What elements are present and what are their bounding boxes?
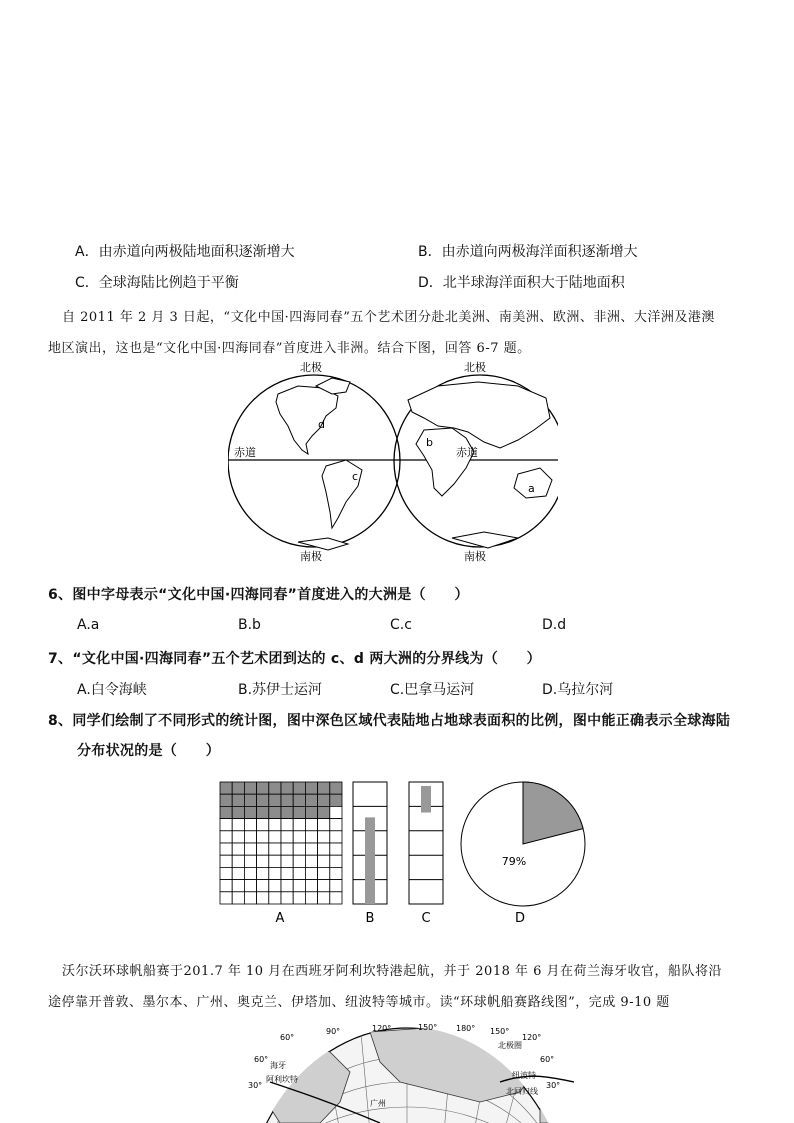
bar-land-fill <box>365 817 375 904</box>
grid-cell-ocean <box>318 892 330 904</box>
grid-cell-ocean <box>269 819 281 831</box>
grid-cell-ocean <box>269 867 281 879</box>
grid-cell-ocean <box>244 880 256 892</box>
grid-cell-ocean <box>293 819 305 831</box>
grid-cell-land <box>244 806 256 818</box>
grid-cell-ocean <box>244 867 256 879</box>
grid-cell-land <box>269 782 281 794</box>
lon-label-7: 120° <box>522 1033 542 1042</box>
grid-cell-land <box>220 806 232 818</box>
place-arctic-circle: 北极圈 <box>498 1041 522 1050</box>
equator-label-right: 赤道 <box>456 446 478 459</box>
grid-cell-ocean <box>269 831 281 843</box>
lon-label-4: 150° <box>418 1023 438 1032</box>
grid-cell-land <box>269 806 281 818</box>
grid-cell-ocean <box>293 843 305 855</box>
grid-cell-ocean <box>318 880 330 892</box>
place-newport: 纽波特 <box>512 1071 536 1080</box>
grid-cell-land <box>330 794 342 806</box>
lon-label-1: 60° <box>280 1033 295 1042</box>
grid-cell-land <box>244 794 256 806</box>
q7-stem: 7、“文化中国·四海同春”五个艺术团到达的 c、d 两大洲的分界线为（ ） <box>48 651 541 667</box>
grid-cell-ocean <box>305 831 317 843</box>
panel-c-bar <box>409 782 443 904</box>
q6-option-d: D.d <box>542 617 567 633</box>
grid-cell-ocean <box>330 806 342 818</box>
lat-label-2: 30° <box>248 1081 263 1090</box>
intro1-line2: 地区演出，这也是“文化中国·四海同春”首度进入非洲。结合下图，回答 6-7 题。 <box>48 341 531 356</box>
bar-land-fill <box>421 786 431 813</box>
grid-cell-ocean <box>232 819 244 831</box>
grid-cell-ocean <box>281 831 293 843</box>
grid-cell-land <box>293 782 305 794</box>
grid-cell-land <box>232 794 244 806</box>
grid-cell-ocean <box>330 843 342 855</box>
grid-cell-ocean <box>330 855 342 867</box>
grid-cell-land <box>293 794 305 806</box>
lon-label-6: 150° <box>490 1027 510 1036</box>
grid-cell-land <box>257 794 269 806</box>
place-guangzhou: 广州 <box>370 1099 386 1108</box>
q7-option-b: B.苏伊士运河 <box>238 682 323 698</box>
equator-label-left: 赤道 <box>234 446 256 459</box>
grid-cell-land <box>318 794 330 806</box>
q5-option-c: C．全球海陆比例趋于平衡 <box>75 275 239 291</box>
grid-cell-land <box>232 806 244 818</box>
grid-cell-ocean <box>232 892 244 904</box>
grid-cell-ocean <box>281 880 293 892</box>
grid-cell-land <box>305 794 317 806</box>
grid-cell-ocean <box>293 880 305 892</box>
grid-cell-ocean <box>220 843 232 855</box>
grid-cell-ocean <box>318 867 330 879</box>
grid-cell-ocean <box>244 855 256 867</box>
lon-label-2: 90° <box>326 1027 341 1036</box>
letter-b: b <box>426 436 433 449</box>
place-hague: 海牙 <box>270 1061 286 1070</box>
north-pole-label-left: 北极 <box>300 361 322 374</box>
grid-cell-ocean <box>220 831 232 843</box>
grid-cell-ocean <box>269 892 281 904</box>
lat-label-4: 30° <box>546 1081 561 1090</box>
grid-cell-ocean <box>232 880 244 892</box>
hemisphere-map <box>228 356 558 566</box>
grid-cell-land <box>318 782 330 794</box>
grid-cell-land <box>269 794 281 806</box>
grid-cell-ocean <box>257 880 269 892</box>
grid-cell-ocean <box>330 892 342 904</box>
grid-cell-land <box>220 794 232 806</box>
grid-cell-land <box>305 806 317 818</box>
grid-cell-ocean <box>257 892 269 904</box>
panel-b-label: B <box>365 911 375 926</box>
place-alicante: 阿利坎特 <box>266 1075 298 1084</box>
grid-cell-ocean <box>232 867 244 879</box>
q6-option-a: A.a <box>77 617 100 633</box>
sailing-route-map <box>240 1022 574 1123</box>
q7-option-d: D.乌拉尔河 <box>542 682 614 698</box>
panel-d-pie <box>461 782 585 906</box>
place-tropic-of-cancer: 北回归线 <box>506 1087 538 1096</box>
grid-cell-land <box>330 782 342 794</box>
grid-cell-ocean <box>293 831 305 843</box>
grid-cell-ocean <box>281 855 293 867</box>
q5-option-d: D．北半球海洋面积大于陆地面积 <box>418 275 625 291</box>
grid-cell-ocean <box>220 819 232 831</box>
grid-cell-land <box>244 782 256 794</box>
grid-cell-ocean <box>244 819 256 831</box>
panel-a-grid <box>220 782 342 904</box>
grid-cell-ocean <box>330 867 342 879</box>
q8-stem-line2: 分布状况的是（ ） <box>77 743 220 759</box>
grid-cell-ocean <box>305 892 317 904</box>
letter-c: c <box>352 470 359 483</box>
grid-cell-land <box>281 794 293 806</box>
grid-cell-ocean <box>257 855 269 867</box>
grid-cell-ocean <box>330 880 342 892</box>
q8-charts <box>216 778 586 928</box>
grid-cell-land <box>305 782 317 794</box>
grid-cell-ocean <box>330 831 342 843</box>
q7-option-a: A.白令海峡 <box>77 682 147 698</box>
panel-a-label: A <box>275 911 285 926</box>
grid-cell-land <box>293 806 305 818</box>
grid-cell-ocean <box>330 819 342 831</box>
grid-cell-ocean <box>269 855 281 867</box>
intro2-line1: 沃尔沃环球帆船赛于201.7 年 10 月在西班牙阿利坎特港起航，并于 2018 年 6 月在荷兰海牙收官，船队将沿 <box>62 964 723 979</box>
intro2-line2: 途停靠开普敦、墨尔本、广州、奥克兰、伊塔加、纽波特等城市。读“环球帆船赛路线图”，完成 9-10 题 <box>48 995 670 1010</box>
grid-cell-ocean <box>269 880 281 892</box>
south-pole-label-right: 南极 <box>464 550 486 563</box>
q5-option-a: A．由赤道向两极陆地面积逐渐增大 <box>75 244 295 260</box>
grid-cell-land <box>281 782 293 794</box>
grid-cell-ocean <box>305 855 317 867</box>
q6-stem: 6、图中字母表示“文化中国·四海同春”首度进入的大洲是（ ） <box>48 587 469 603</box>
q6-option-c: C.c <box>390 617 412 633</box>
q7-option-c: C.巴拿马运河 <box>390 682 475 698</box>
letter-a: a <box>528 482 535 495</box>
antarctica-west-shape <box>298 538 348 550</box>
grid-cell-land <box>232 782 244 794</box>
south-pole-label-left: 南极 <box>300 550 322 563</box>
grid-cell-ocean <box>257 831 269 843</box>
grid-cell-ocean <box>281 867 293 879</box>
grid-cell-ocean <box>318 855 330 867</box>
grid-cell-ocean <box>281 892 293 904</box>
grid-cell-land <box>257 782 269 794</box>
africa-shape <box>416 428 474 496</box>
grid-cell-ocean <box>244 831 256 843</box>
letter-d: d <box>318 418 325 431</box>
lon-label-5: 180° <box>456 1024 476 1033</box>
grid-cell-ocean <box>220 867 232 879</box>
north-pole-label-right: 北极 <box>464 361 486 374</box>
grid-cell-ocean <box>269 843 281 855</box>
grid-cell-ocean <box>220 855 232 867</box>
grid-cell-land <box>318 806 330 818</box>
grid-cell-ocean <box>305 880 317 892</box>
grid-cell-ocean <box>318 843 330 855</box>
grid-cell-ocean <box>293 855 305 867</box>
panel-b-bar <box>353 782 387 904</box>
q6-option-b: B.b <box>238 617 261 633</box>
grid-cell-land <box>257 806 269 818</box>
grid-cell-ocean <box>281 843 293 855</box>
grid-cell-ocean <box>220 880 232 892</box>
panel-c-label: C <box>421 911 431 926</box>
lon-label-3: 120° <box>372 1024 392 1033</box>
grid-cell-ocean <box>293 892 305 904</box>
grid-cell-ocean <box>257 867 269 879</box>
grid-cell-ocean <box>232 855 244 867</box>
grid-cell-ocean <box>257 843 269 855</box>
panel-d-label: D <box>514 911 526 926</box>
grid-cell-ocean <box>281 819 293 831</box>
grid-cell-ocean <box>244 843 256 855</box>
grid-cell-ocean <box>318 819 330 831</box>
grid-cell-ocean <box>305 819 317 831</box>
grid-cell-ocean <box>305 867 317 879</box>
grid-cell-ocean <box>232 831 244 843</box>
intro1-line1: 自 2011 年 2 月 3 日起，“文化中国·四海同春”五个艺术团分赴北美洲、南美洲、欧洲、非洲、大洋洲及港澳 <box>62 310 715 325</box>
grid-cell-ocean <box>257 819 269 831</box>
grid-cell-ocean <box>220 892 232 904</box>
north-america-shape <box>276 386 338 454</box>
grid-cell-ocean <box>293 867 305 879</box>
lat-label-3: 60° <box>540 1055 555 1064</box>
panel-d-percent: 79% <box>501 855 527 868</box>
lat-label-1: 60° <box>254 1055 269 1064</box>
grid-cell-land <box>281 806 293 818</box>
q8-stem-line1: 8、同学们绘制了不同形式的统计图，图中深色区域代表陆地占地球表面积的比例，图中能正确表示全球海陆 <box>48 713 731 729</box>
grid-cell-ocean <box>318 831 330 843</box>
grid-cell-ocean <box>232 843 244 855</box>
grid-cell-ocean <box>305 843 317 855</box>
q5-option-b: B．由赤道向两极海洋面积逐渐增大 <box>418 244 638 260</box>
grid-cell-ocean <box>244 892 256 904</box>
grid-cell-land <box>220 782 232 794</box>
